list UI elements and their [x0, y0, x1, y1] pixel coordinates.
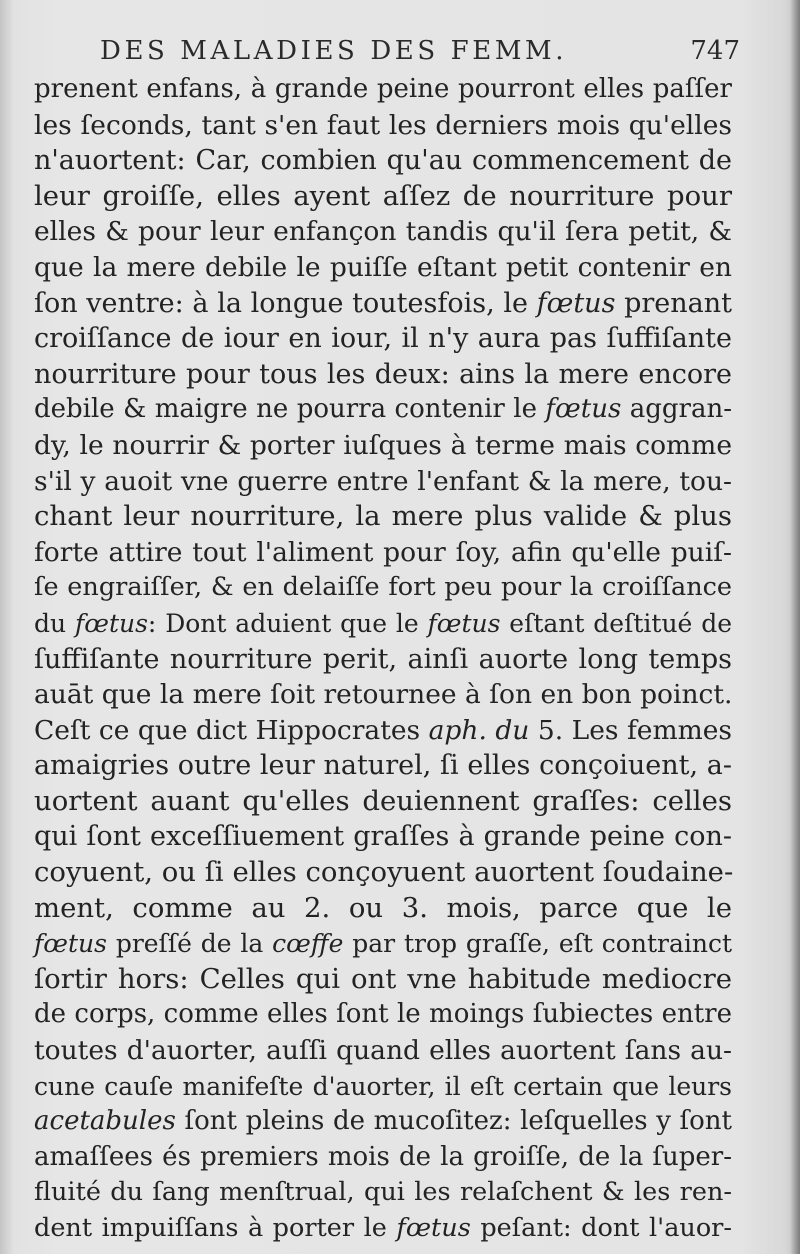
text-segment: toutes d'auorter, auſſi quand elles auortent ſans au- — [34, 1035, 732, 1067]
text-segment: dent impuiſſans à porter le — [34, 1213, 397, 1243]
text-segment: Ceſt ce que dict Hippocrates — [34, 714, 429, 746]
text-line — [34, 784, 732, 820]
text-line — [34, 1104, 732, 1140]
text-segment: du — [34, 608, 75, 638]
text-line — [34, 321, 732, 357]
text-segment: coyuent, ou ſi elles conçoyuent auortent ſoudaine- — [34, 856, 734, 889]
text-line — [34, 214, 732, 250]
text-line — [34, 464, 732, 500]
text-segment: dy, le nourrir & porter iuſques à terme mais comme — [34, 429, 732, 461]
text-segment: uortent auant qu'elles deuiennent graſſes: celles — [34, 784, 732, 817]
text-line — [34, 962, 732, 998]
text-line — [34, 535, 732, 571]
text-segment: prenent enfans, à grande peine pourront elles paſſer — [34, 74, 732, 104]
text-segment: amaigries outre leur naturel, ſi elles conçoiuent, a- — [34, 750, 732, 782]
text-segment: croiſſance de iour en iour, il n'y aura pas ſuffiſante — [34, 323, 732, 355]
text-line — [34, 179, 732, 215]
text-segment: ſon ventre: à la longue toutesfois, le — [34, 287, 537, 319]
text-segment: s'il y auoit vne guerre entre l'enfant & la mere, tou- — [34, 465, 732, 497]
text-segment: fluité du ſang menſtrual, qui les relaſchent & les ren- — [34, 1177, 732, 1208]
text-segment: nourriture pour tous les deux: ains la mere encore — [34, 358, 732, 390]
page-header — [100, 36, 740, 76]
text-line — [34, 891, 732, 927]
text-line — [34, 1069, 732, 1105]
text-segment: prenant — [615, 287, 732, 319]
text-segment: chant leur nourriture, la mere plus valide & plus — [34, 500, 732, 533]
italic-term: aph. du — [428, 714, 530, 746]
text-segment: ment, comme au 2. ou 3. mois, parce que le — [34, 891, 732, 924]
text-segment: : Dont aduient que le — [147, 608, 428, 638]
text-segment: ſuffiſante nourriture perit, ainſi auorte long temps — [34, 643, 732, 675]
text-segment: par trop graſſe, eſt contrainct — [343, 929, 733, 959]
text-line — [34, 570, 732, 606]
text-line — [34, 1140, 732, 1176]
italic-term: fœtus — [536, 287, 616, 319]
text-line — [34, 286, 732, 322]
italic-term: fœtus — [74, 608, 148, 638]
text-line — [34, 1175, 732, 1211]
italic-term: fœtus — [545, 394, 622, 425]
text-segment: peſant: dont l'auor- — [470, 1213, 732, 1243]
italic-term: fœtus — [396, 1213, 471, 1243]
text-line — [34, 677, 732, 713]
text-line — [34, 819, 732, 855]
text-segment: 5. Les femmes — [529, 714, 732, 746]
text-segment: elles & pour leur enfançon tandis qu'il ſera petit, & — [34, 216, 732, 248]
text-segment: debile & maigre ne pourra contenir le — [34, 394, 546, 425]
text-segment: leur groiſſe, elles ayent aſſez de nourriture pour — [34, 179, 732, 212]
text-segment: amaſſees és premiers mois de la groiſſe, de la ſuper- — [34, 1141, 732, 1172]
text-segment: les ſeconds, tant s'en faut les derniers mois qu'elles — [34, 109, 732, 141]
italic-term: fœtus — [34, 929, 107, 959]
text-line — [34, 926, 732, 962]
text-line — [34, 997, 732, 1033]
text-segment: que la mere debile le puiſſe eſtant petit contenir en — [34, 251, 732, 283]
italic-term: fœtus — [427, 608, 501, 638]
text-line — [34, 72, 732, 108]
text-line — [34, 392, 732, 428]
text-line — [34, 1211, 732, 1247]
text-segment: eſtant deſtitué de — [500, 608, 732, 638]
body-text — [34, 72, 732, 1247]
text-line — [34, 642, 732, 678]
text-line — [34, 713, 732, 749]
text-line — [34, 143, 732, 179]
text-line — [34, 428, 732, 464]
text-segment: ſortir hors: Celles qui ont vne habitude mediocre — [34, 962, 732, 995]
text-segment: ſont pleins de mucoſitez: leſquelles y ſont — [175, 1106, 732, 1137]
text-line — [34, 1033, 732, 1069]
text-segment: cune cauſe manifeſte d'auorter, il eſt certain que leurs — [34, 1071, 732, 1101]
text-segment: qui ſont exceſſiuement graſſes à grande peine con- — [34, 821, 732, 853]
running-head: DES MALADIES DES FEMM. — [100, 36, 568, 66]
text-segment: n'auortent: Car, combien qu'au commencement de — [34, 145, 732, 177]
text-line — [34, 250, 732, 286]
text-line — [34, 748, 732, 784]
text-segment: preſſé de la — [106, 929, 273, 959]
page-number: 747 — [690, 36, 740, 66]
text-line — [34, 499, 732, 535]
text-line — [34, 357, 732, 393]
text-segment: aggran- — [621, 394, 732, 425]
text-line — [34, 606, 732, 642]
text-segment: ſe engraiſſer, & en delaiſſe fort peu pour la croiſſance — [34, 572, 732, 603]
text-segment: auāt que la mere ſoit retournee à ſon en bon poinct. — [34, 679, 733, 711]
text-segment: forte attire tout l'aliment pour ſoy, afin qu'elle puiſ- — [34, 536, 732, 568]
text-line — [34, 855, 732, 891]
italic-term: cœffe — [272, 929, 344, 959]
text-line — [34, 108, 732, 144]
italic-term: acetabules — [34, 1106, 176, 1137]
text-segment: de corps, comme elles ſont le moings ſubiectes entre — [34, 999, 732, 1030]
page-edge-shadow — [790, 0, 800, 1254]
